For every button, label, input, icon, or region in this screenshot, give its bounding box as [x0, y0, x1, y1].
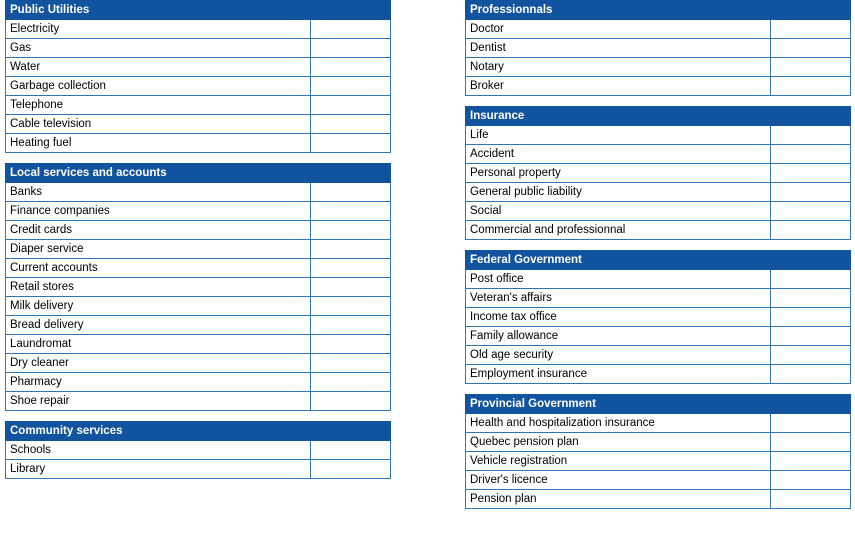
- section-header-row: [466, 395, 851, 414]
- table-row[interactable]: [6, 20, 391, 39]
- row-value[interactable]: [771, 58, 851, 77]
- row-label: Heating fuel: [6, 134, 311, 153]
- table-row[interactable]: [6, 441, 391, 460]
- section-public-utilities: [5, 0, 390, 153]
- row-label: Doctor: [466, 20, 771, 39]
- row-label: Quebec pension plan: [466, 433, 771, 452]
- row-label: Bread delivery: [6, 316, 311, 335]
- table-community-services: [5, 421, 391, 479]
- section-header-row: [466, 251, 851, 270]
- row-label: Social: [466, 202, 771, 221]
- row-value[interactable]: [311, 183, 391, 202]
- row-label: Dentist: [466, 39, 771, 58]
- row-label: Current accounts: [6, 259, 311, 278]
- row-label: Banks: [6, 183, 311, 202]
- table-public-utilities: [5, 0, 391, 153]
- row-label: Credit cards: [6, 221, 311, 240]
- row-value[interactable]: [771, 270, 851, 289]
- table-row[interactable]: [466, 126, 851, 145]
- table-row[interactable]: [466, 289, 851, 308]
- row-value[interactable]: [311, 335, 391, 354]
- row-label: Vehicle registration: [466, 452, 771, 471]
- section-title: Federal Government: [466, 251, 851, 270]
- row-label: Gas: [6, 39, 311, 58]
- table-row[interactable]: [6, 202, 391, 221]
- row-value[interactable]: [771, 77, 851, 96]
- table-provincial-government: [465, 394, 851, 509]
- table-row[interactable]: [466, 164, 851, 183]
- row-value[interactable]: [771, 346, 851, 365]
- table-row[interactable]: [466, 145, 851, 164]
- row-value[interactable]: [771, 471, 851, 490]
- row-label: Income tax office: [466, 308, 771, 327]
- table-row[interactable]: [6, 354, 391, 373]
- table-row[interactable]: [466, 308, 851, 327]
- section-header-row: [466, 107, 851, 126]
- section-title: Community services: [6, 422, 391, 441]
- row-label: Post office: [466, 270, 771, 289]
- row-label: Life: [466, 126, 771, 145]
- row-value[interactable]: [771, 20, 851, 39]
- table-row[interactable]: [6, 278, 391, 297]
- table-row[interactable]: [6, 335, 391, 354]
- section-header-row: [466, 1, 851, 20]
- row-label: Garbage collection: [6, 77, 311, 96]
- table-row[interactable]: [466, 221, 851, 240]
- table-local-services-and-accounts: [5, 163, 391, 411]
- row-label: Commercial and professionnal: [466, 221, 771, 240]
- row-value[interactable]: [771, 433, 851, 452]
- section-provincial-government: [465, 394, 850, 509]
- row-label: Personal property: [466, 164, 771, 183]
- table-row[interactable]: [466, 490, 851, 509]
- table-row[interactable]: [466, 183, 851, 202]
- row-label: Broker: [466, 77, 771, 96]
- row-value[interactable]: [311, 240, 391, 259]
- table-row[interactable]: [6, 297, 391, 316]
- row-value[interactable]: [771, 183, 851, 202]
- row-value[interactable]: [771, 164, 851, 183]
- row-value[interactable]: [311, 316, 391, 335]
- row-label: Old age security: [466, 346, 771, 365]
- table-row[interactable]: [6, 316, 391, 335]
- section-insurance: [465, 106, 850, 240]
- section-title: Provincial Government: [466, 395, 851, 414]
- row-value[interactable]: [771, 365, 851, 384]
- row-value[interactable]: [311, 134, 391, 153]
- row-value[interactable]: [311, 460, 391, 479]
- row-label: Pharmacy: [6, 373, 311, 392]
- row-label: Notary: [466, 58, 771, 77]
- row-value[interactable]: [311, 259, 391, 278]
- row-value[interactable]: [771, 126, 851, 145]
- table-row[interactable]: [466, 270, 851, 289]
- row-label: Diaper service: [6, 240, 311, 259]
- row-label: Finance companies: [6, 202, 311, 221]
- row-value[interactable]: [311, 96, 391, 115]
- row-value[interactable]: [311, 39, 391, 58]
- table-row[interactable]: [466, 433, 851, 452]
- row-value[interactable]: [771, 327, 851, 346]
- table-row[interactable]: [6, 392, 391, 411]
- table-row[interactable]: [6, 373, 391, 392]
- row-label: Telephone: [6, 96, 311, 115]
- table-row[interactable]: [6, 115, 391, 134]
- table-row[interactable]: [466, 365, 851, 384]
- section-header-row: [6, 1, 391, 20]
- row-value[interactable]: [771, 452, 851, 471]
- table-row[interactable]: [466, 346, 851, 365]
- table-row[interactable]: [466, 414, 851, 433]
- section-header-row: [6, 422, 391, 441]
- row-label: Retail stores: [6, 278, 311, 297]
- row-label: Driver's licence: [466, 471, 771, 490]
- row-label: Water: [6, 58, 311, 77]
- section-header-row: [6, 164, 391, 183]
- left-column: [5, 0, 390, 489]
- section-community-services: [5, 421, 390, 479]
- table-row[interactable]: [466, 39, 851, 58]
- row-value[interactable]: [311, 441, 391, 460]
- table-row[interactable]: [466, 471, 851, 490]
- row-label: Cable television: [6, 115, 311, 134]
- row-label: Milk delivery: [6, 297, 311, 316]
- section-title: Public Utilities: [6, 1, 391, 20]
- row-value[interactable]: [311, 202, 391, 221]
- row-value[interactable]: [311, 373, 391, 392]
- table-row[interactable]: [6, 58, 391, 77]
- table-row[interactable]: [6, 39, 391, 58]
- row-label: Family allowance: [466, 327, 771, 346]
- right-column: [465, 0, 850, 519]
- row-label: Laundromat: [6, 335, 311, 354]
- section-title: Professionnals: [466, 1, 851, 20]
- row-value[interactable]: [311, 58, 391, 77]
- section-local-services-and-accounts: [5, 163, 390, 411]
- table-row[interactable]: [6, 259, 391, 278]
- table-row[interactable]: [6, 221, 391, 240]
- table-row[interactable]: [6, 240, 391, 259]
- table-row[interactable]: [466, 452, 851, 471]
- row-value[interactable]: [311, 278, 391, 297]
- table-insurance: [465, 106, 851, 240]
- section-federal-government: [465, 250, 850, 384]
- row-label: Dry cleaner: [6, 354, 311, 373]
- row-value[interactable]: [311, 77, 391, 96]
- row-value[interactable]: [311, 392, 391, 411]
- row-label: Pension plan: [466, 490, 771, 509]
- row-label: Employment insurance: [466, 365, 771, 384]
- row-value[interactable]: [771, 308, 851, 327]
- table-row[interactable]: [466, 202, 851, 221]
- row-value[interactable]: [311, 297, 391, 316]
- table-federal-government: [465, 250, 851, 384]
- table-row[interactable]: [6, 96, 391, 115]
- table-row[interactable]: [466, 327, 851, 346]
- row-value[interactable]: [311, 221, 391, 240]
- row-label: Library: [6, 460, 311, 479]
- table-row[interactable]: [6, 134, 391, 153]
- row-label: Schools: [6, 441, 311, 460]
- row-label: General public liability: [466, 183, 771, 202]
- row-value[interactable]: [771, 414, 851, 433]
- table-row[interactable]: [6, 77, 391, 96]
- row-value[interactable]: [311, 354, 391, 373]
- row-value[interactable]: [771, 221, 851, 240]
- row-value[interactable]: [311, 20, 391, 39]
- row-value[interactable]: [771, 289, 851, 308]
- row-value[interactable]: [311, 115, 391, 134]
- row-value[interactable]: [771, 490, 851, 509]
- row-label: Veteran's affairs: [466, 289, 771, 308]
- table-professionnals: [465, 0, 851, 96]
- table-row[interactable]: [466, 58, 851, 77]
- section-title: Local services and accounts: [6, 164, 391, 183]
- row-value[interactable]: [771, 145, 851, 164]
- section-title: Insurance: [466, 107, 851, 126]
- row-label: Health and hospitalization insurance: [466, 414, 771, 433]
- row-label: Electricity: [6, 20, 311, 39]
- row-value[interactable]: [771, 202, 851, 221]
- row-label: Shoe repair: [6, 392, 311, 411]
- row-label: Accident: [466, 145, 771, 164]
- row-value[interactable]: [771, 39, 851, 58]
- section-professionnals: [465, 0, 850, 96]
- table-row[interactable]: [6, 460, 391, 479]
- table-row[interactable]: [6, 183, 391, 202]
- table-row[interactable]: [466, 20, 851, 39]
- table-row[interactable]: [466, 77, 851, 96]
